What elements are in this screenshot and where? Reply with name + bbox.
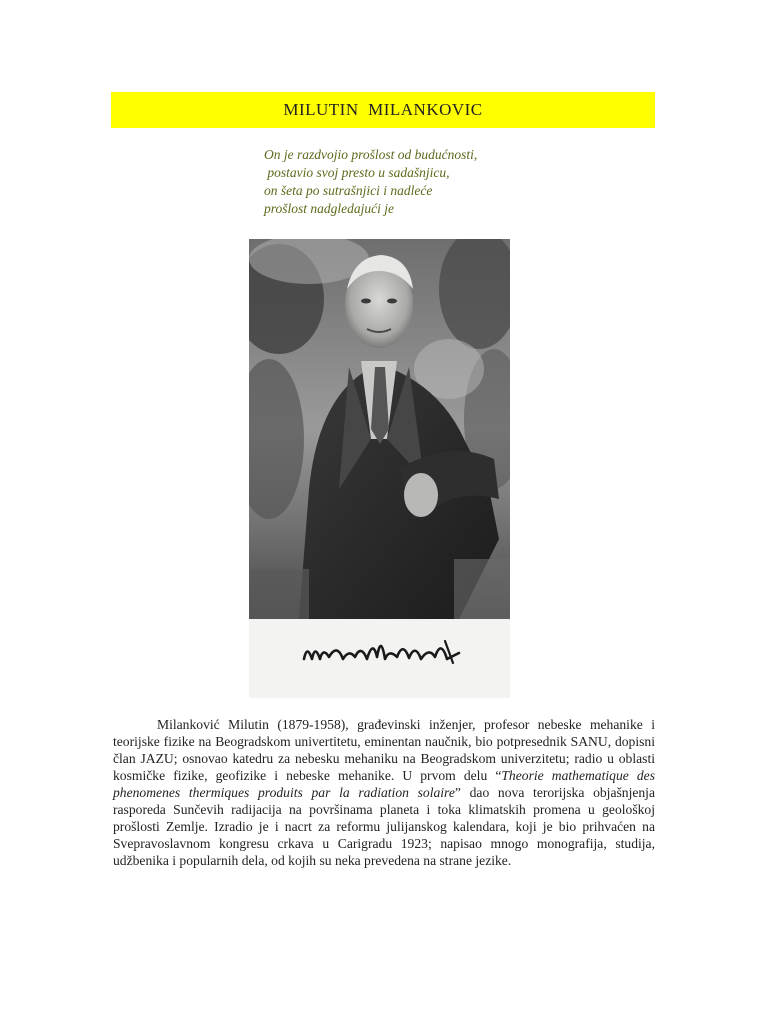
title-banner xyxy=(111,92,655,128)
epigraph-quote xyxy=(264,146,564,218)
biography-paragraph xyxy=(113,716,655,869)
signature-mark xyxy=(304,646,459,659)
biography-text-part2: ” dao nova terorijska objašnjenja rasporeda Sunčevih radijacija na površinama planeta i toka klimatskih promena u geološkoj prošlosti Zemlje. Izradio je i nacrt za reformu julijanskog kalendara, koji je bio prihvaćen na Svepravoslavnom kongresu crkava u Carigradu 1923; napisao mnogo monografija, studija, udžbenika i popularnih dela, od kojih su neka prevedena na strane jezike. xyxy=(113,785,655,868)
biography-book-title: Theorie mathematique des phenomenes thermiques produits par la radiation solaire xyxy=(113,768,655,800)
epigraph-line: prošlost nadgledajući je xyxy=(264,201,394,216)
epigraph-line: postavio svoj presto u sadašnjicu, xyxy=(264,165,450,180)
biography-text-part1: Milanković Milutin (1879-1958), građevinski inženjer, profesor nebeske mehanike i teorijske fizike na Beogradskom univertitetu, eminentan naučnik, bio potpresednik SANU, dopisni član JAZU; osnovao katedru za nebesku mehaniku na Beogradskom univerzitetu; radio u oblasti kosmičke fizike, geofizike i nebeske mehanike. U prvom delu “ xyxy=(113,717,655,783)
epigraph-line: On je razdvojio prošlost od budućnosti, xyxy=(264,147,478,162)
portrait-illustration xyxy=(249,239,510,698)
document-title: MILUTIN MILANKOVIC xyxy=(283,100,483,119)
epigraph-line: on šeta po sutrašnjici i nadleće xyxy=(264,183,433,198)
portrait-photo xyxy=(249,239,510,698)
